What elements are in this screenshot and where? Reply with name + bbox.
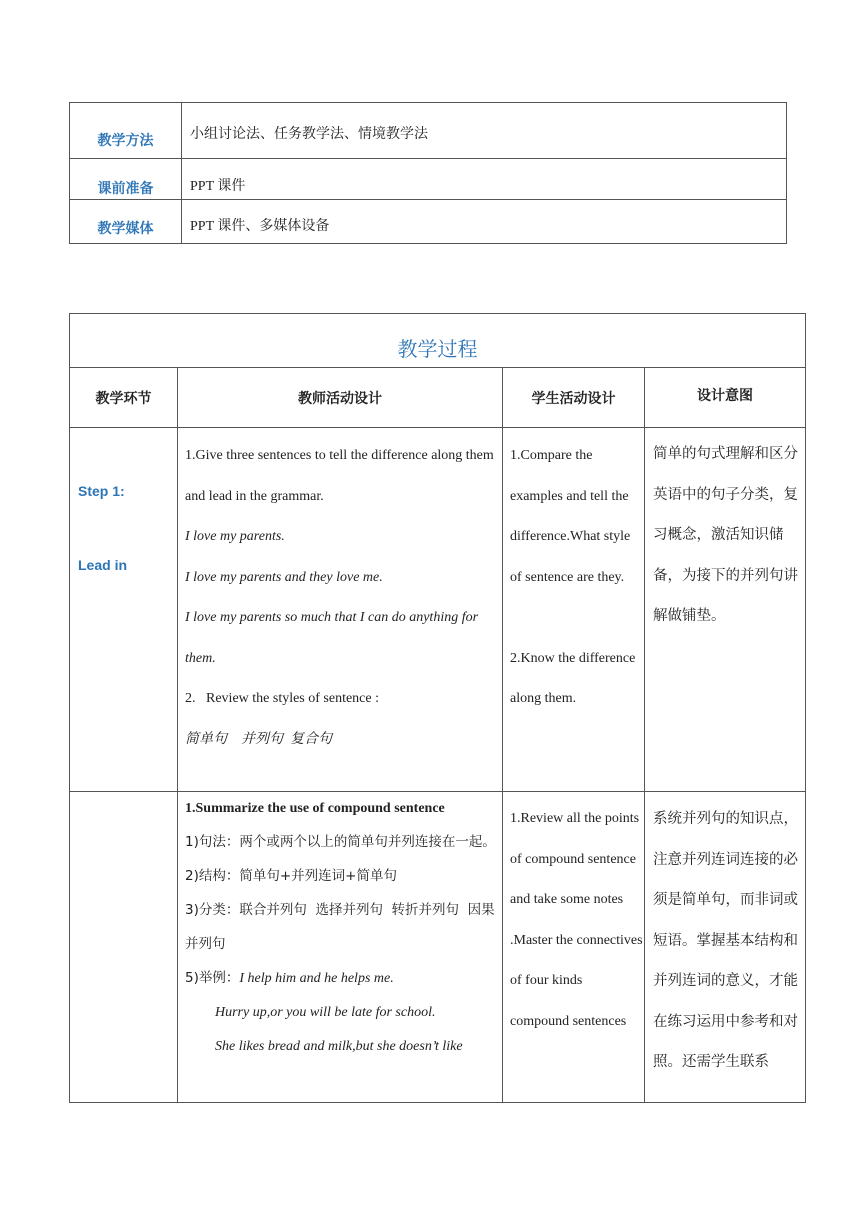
info-value: 小组讨论法、任务教学法、情境教学法: [182, 103, 787, 159]
process-table: [69, 313, 806, 1103]
student-activity: 2.Know the difference along them.: [510, 650, 636, 706]
step2-label: [70, 792, 178, 1103]
student-activity: 1.Compare the examples and tell the difference.What style of sentence are they.: [510, 448, 631, 585]
process-title: 教学过程: [70, 314, 806, 368]
step1-teacher: [178, 428, 503, 792]
step2-intent: [645, 792, 806, 1103]
step2-row: [70, 792, 806, 1103]
info-value: PPT 课件: [182, 159, 787, 200]
info-row-method: [70, 103, 787, 159]
step1-row: [70, 428, 806, 792]
example-sentence: I help him and he helps me.: [239, 971, 394, 986]
header-row: [70, 368, 806, 428]
teacher-line: 5)举例：: [185, 970, 240, 986]
teacher-line: 2)结构：简单句+并列连词+简单句: [185, 868, 397, 884]
step1-name: Lead in: [78, 557, 128, 573]
example-sentence: I love my parents so much that I can do anything for them.: [185, 610, 479, 666]
info-label: 教学媒体: [70, 200, 182, 244]
header-intent: 设计意图: [645, 368, 806, 428]
intent-text: 简单的句式理解和区分英语中的句子分类，复习概念，激活知识储备，为接下的并列句讲解做铺垫。: [653, 446, 798, 624]
teacher-line: 3)分类：联合并列句 选择并列句 转折并列句 因果并列句: [185, 902, 495, 952]
header-teacher: 教师活动设计: [178, 368, 503, 428]
info-label: 课前准备: [70, 159, 182, 200]
teacher-line: 1)句法：两个或两个以上的简单句并列连接在一起。: [185, 834, 496, 850]
process-title-row: [70, 314, 806, 368]
info-value: PPT 课件、多媒体设备: [182, 200, 787, 244]
example-sentence: I love my parents and they love me.: [185, 569, 383, 585]
teacher-heading: 1.Summarize the use of compound sentence: [185, 801, 445, 816]
step1-student: [503, 428, 645, 792]
example-sentence: She likes bread and milk,but she doesn’t like: [215, 1039, 463, 1054]
step1-number: Step 1:: [78, 483, 125, 499]
examples-line: [185, 961, 496, 996]
info-row-prep: [70, 159, 787, 200]
intent-text: 系统并列句的知识点，注意并列连词连接的必须是简单句，而非词或短语。掌握基本结构和并列连词的意义，才能在练习运用中参考和对照。还需学生联系: [653, 811, 798, 1070]
info-label: 教学方法: [70, 103, 182, 159]
step2-student: [503, 792, 645, 1103]
student-activity: 1.Review all the points of compound sentence and take some notes .Master the connectives of four kinds compound sentences: [510, 811, 643, 1029]
teacher-line: 1.Give three sentences to tell the difference along them and lead in the grammar.: [185, 448, 494, 504]
example-sentence: I love my parents.: [185, 529, 285, 544]
header-stage: 教学环节: [70, 368, 178, 428]
info-table: [69, 102, 787, 244]
header-student: 学生活动设计: [503, 368, 645, 428]
step2-teacher: [178, 792, 503, 1103]
info-row-media: [70, 200, 787, 244]
step1-intent: [645, 428, 806, 792]
example-sentence: Hurry up,or you will be late for school.: [215, 1005, 436, 1020]
teacher-line: 2. Review the styles of sentence :: [185, 691, 380, 706]
sentence-types: 简单句 并列句 复合句: [185, 731, 332, 747]
step1-label: [70, 428, 178, 792]
